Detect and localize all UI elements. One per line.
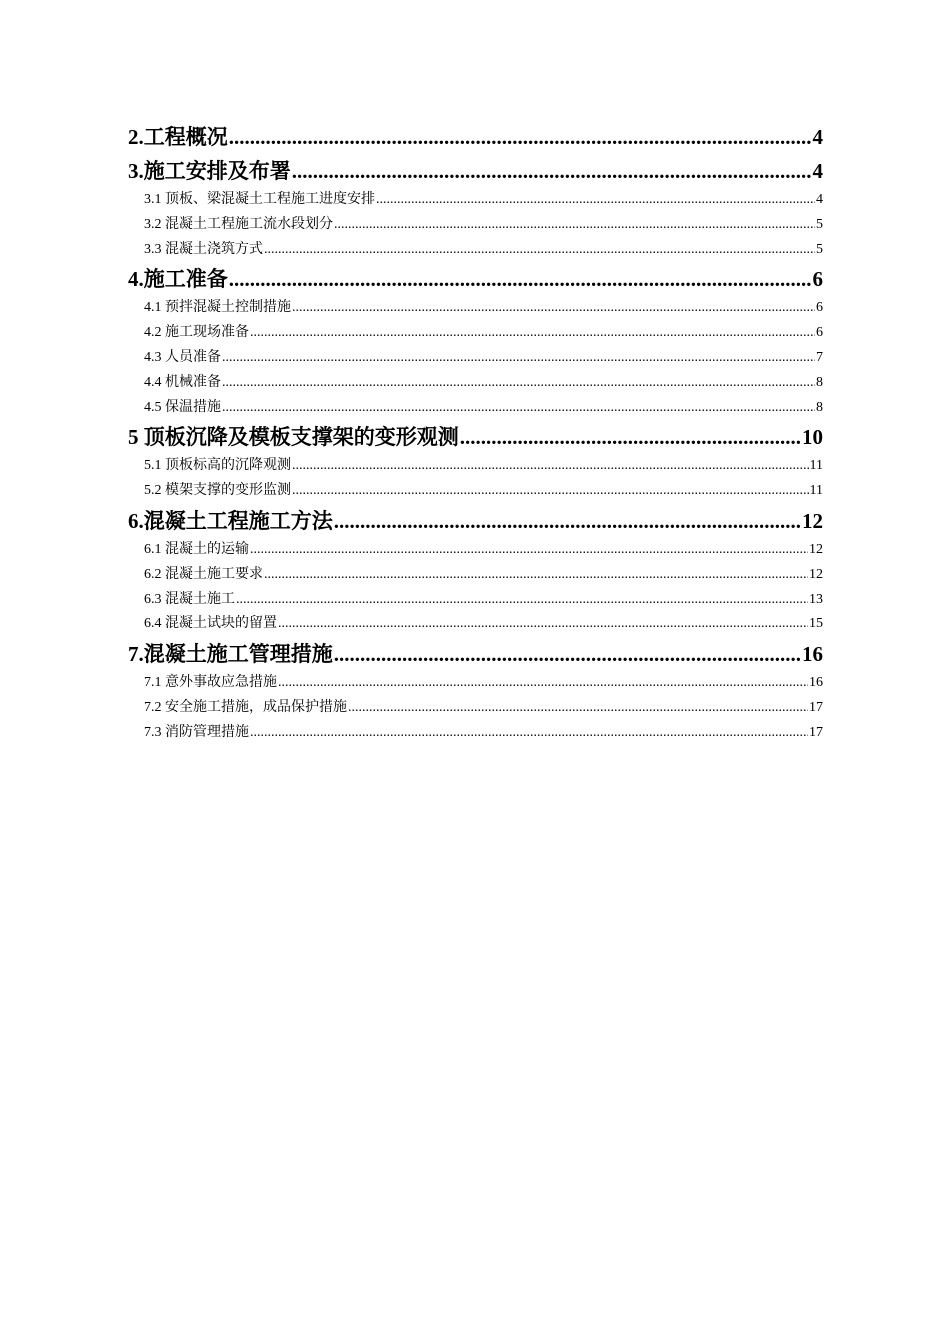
toc-entry-page: 16 — [802, 642, 823, 667]
toc-dot-leader — [376, 188, 815, 213]
toc-entry[interactable] — [128, 420, 823, 454]
toc-entry-title: 3.1 顶板、梁混凝土工程施工进度安排 — [144, 192, 375, 207]
toc-entry[interactable] — [128, 612, 823, 637]
toc-entry-title: 4.1 预拌混凝土控制措施 — [144, 300, 291, 316]
toc-entry-page: 12 — [809, 566, 823, 582]
toc-entry-title: 6.1 混凝土的运输 — [144, 541, 249, 557]
toc-entry-title: 4.2 施工现场准备 — [144, 325, 249, 341]
toc-dot-leader — [264, 563, 808, 588]
toc-entry-title: 4.3 人员准备 — [144, 349, 221, 365]
toc-dot-leader — [334, 504, 801, 538]
toc-entry[interactable] — [128, 671, 823, 696]
toc-dot-leader — [222, 396, 815, 421]
toc-entry-page: 17 — [809, 699, 823, 715]
toc-dot-leader — [250, 321, 815, 346]
toc-dot-leader — [222, 371, 815, 396]
toc-dot-leader — [292, 154, 812, 188]
toc-entry-page: 5 — [816, 216, 823, 232]
toc-entry-page: 12 — [809, 541, 823, 557]
toc-dot-leader — [292, 454, 809, 479]
toc-entry-title: 3.2 混凝土工程施工流水段划分 — [144, 216, 333, 232]
toc-entry[interactable] — [128, 120, 823, 154]
toc-entry-title: 7.1 意外事故应急措施 — [144, 675, 277, 691]
toc-entry-title: 3.施工安排及布署 — [128, 159, 291, 183]
toc-dot-leader — [292, 296, 815, 321]
toc-dot-leader — [278, 671, 808, 696]
toc-entry-title: 5.2 模架支撑的变形监测 — [144, 483, 291, 499]
toc-entry[interactable] — [128, 479, 823, 504]
toc-entry-page: 15 — [809, 616, 823, 632]
toc-entry-title: 7.混凝土施工管理措施 — [128, 642, 333, 667]
toc-dot-leader — [292, 479, 809, 504]
toc-entry-title: 6.混凝土工程施工方法 — [128, 508, 333, 533]
toc-entry-page: 8 — [816, 374, 823, 390]
toc-entry-title: 4.4 机械准备 — [144, 374, 221, 390]
toc-entry-page: 11 — [809, 458, 823, 474]
toc-entry[interactable] — [128, 696, 823, 721]
toc-entry-page: 16 — [809, 675, 823, 691]
toc-entry[interactable] — [128, 454, 823, 479]
toc-entry-page: 6 — [812, 267, 823, 292]
toc-dot-leader — [460, 420, 801, 454]
toc-entry[interactable] — [128, 396, 823, 421]
toc-entry-page: 4 — [812, 125, 823, 149]
toc-entry[interactable] — [128, 346, 823, 371]
toc-entry[interactable] — [128, 538, 823, 563]
toc-dot-leader — [229, 262, 812, 296]
toc-entry-title: 6.2 混凝土施工要求 — [144, 566, 263, 582]
toc-entry[interactable] — [128, 637, 823, 671]
toc-dot-leader — [348, 696, 808, 721]
toc-entry-page: 4 — [812, 159, 823, 183]
toc-entry[interactable] — [128, 262, 823, 296]
toc-entry-title: 4.施工准备 — [128, 267, 228, 292]
toc-entry-page: 6 — [816, 300, 823, 316]
toc-entry[interactable] — [128, 321, 823, 346]
toc-entry[interactable] — [128, 721, 823, 746]
toc-entry[interactable] — [128, 238, 823, 263]
toc-entry-title: 5 顶板沉降及模板支撑架的变形观测 — [128, 425, 459, 450]
toc-dot-leader — [250, 538, 808, 563]
toc-entry-page: 17 — [809, 724, 823, 740]
toc-dot-leader — [250, 721, 808, 746]
toc-entry[interactable] — [128, 371, 823, 396]
toc-entry-title: 6.4 混凝土试块的留置 — [144, 616, 277, 632]
toc-entry-title: 7.3 消防管理措施 — [144, 724, 249, 740]
toc-entry[interactable] — [128, 563, 823, 588]
toc-entry-page: 7 — [816, 349, 823, 365]
table-of-contents — [128, 120, 823, 746]
toc-dot-leader — [334, 637, 801, 671]
toc-entry[interactable] — [128, 213, 823, 238]
toc-entry-page: 13 — [809, 591, 823, 607]
toc-entry[interactable] — [128, 188, 823, 213]
toc-entry-title: 7.2 安全施工措施，成品保护措施 — [144, 699, 347, 715]
toc-entry-title: 2.工程概况 — [128, 125, 228, 149]
toc-entry[interactable] — [128, 296, 823, 321]
toc-dot-leader — [264, 238, 815, 263]
toc-entry-title: 6.3 混凝土施工 — [144, 591, 235, 607]
toc-dot-leader — [236, 588, 808, 613]
toc-entry[interactable] — [128, 154, 823, 188]
toc-entry[interactable] — [128, 504, 823, 538]
toc-dot-leader — [278, 612, 808, 637]
toc-entry-page: 12 — [802, 508, 823, 533]
toc-entry-page: 8 — [816, 399, 823, 415]
toc-entry-page: 10 — [802, 425, 823, 450]
toc-dot-leader — [222, 346, 815, 371]
toc-dot-leader — [229, 120, 812, 154]
toc-entry-title: 5.1 顶板标高的沉降观测 — [144, 458, 291, 474]
toc-entry-page: 4 — [816, 192, 823, 207]
toc-dot-leader — [334, 213, 815, 238]
toc-entry-title: 3.3 混凝土浇筑方式 — [144, 241, 263, 257]
toc-entry-page: 5 — [816, 241, 823, 257]
toc-entry-page: 6 — [816, 325, 823, 341]
toc-entry-page: 11 — [809, 483, 823, 499]
toc-entry[interactable] — [128, 588, 823, 613]
toc-entry-title: 4.5 保温措施 — [144, 399, 221, 415]
